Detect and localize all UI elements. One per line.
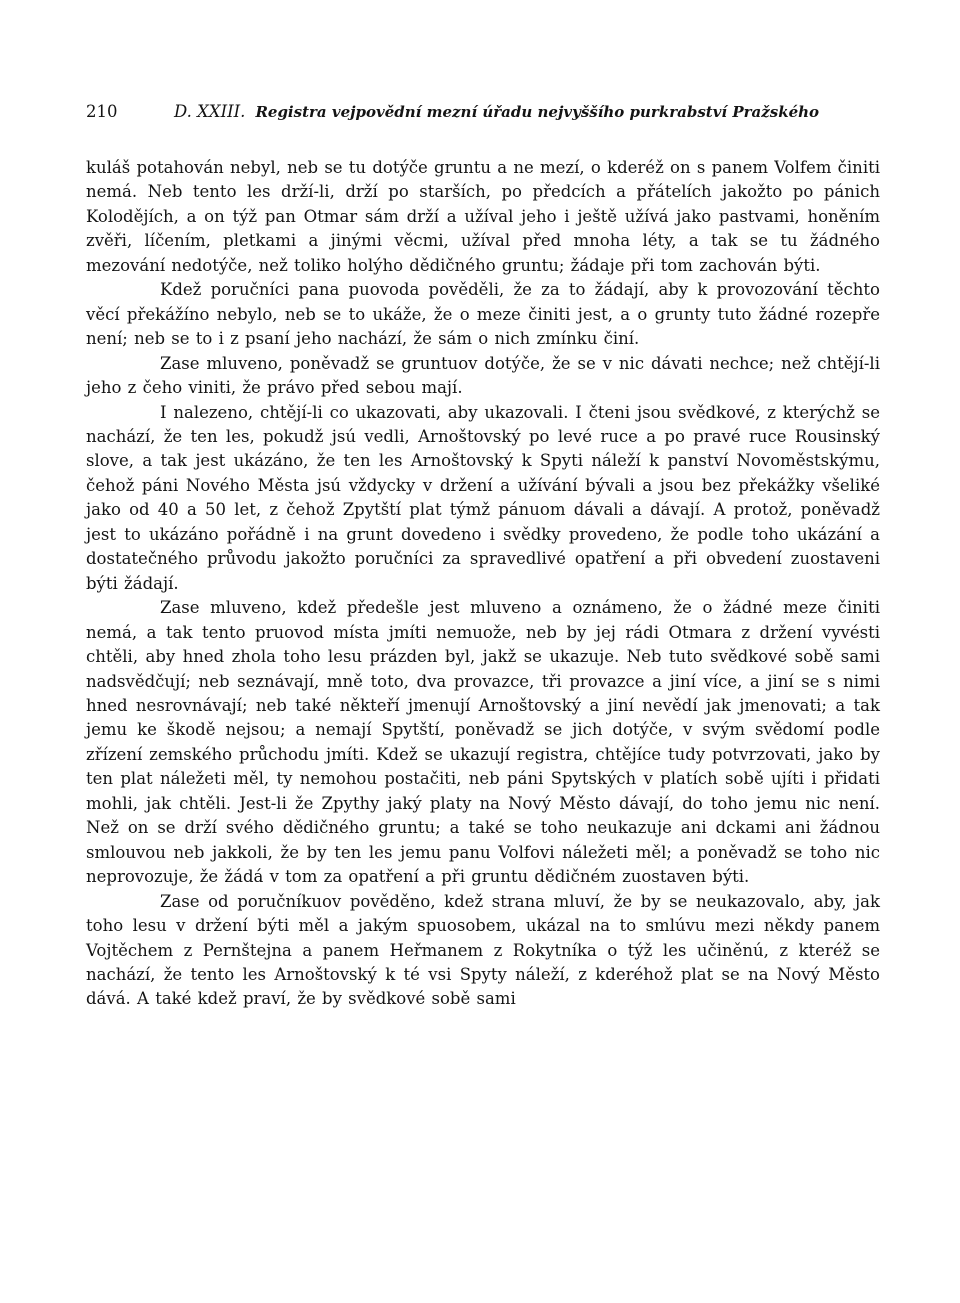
paragraph: Zase mluveno, poněvadž se gruntuov dotýče, že se v nic dávati nechce; než chtějí-li jeho z čeho viniti, že právo před sebou mají. xyxy=(86,353,880,398)
paragraph: Kdež poručníci pana puovoda pověděli, že za to žádají, aby k provozování těchto věcí překážíno nebylo, neb se to ukáže, že o meze činiti jest, a o grunty tuto žádné rozepře není; neb se to i z psaní jeho nachází, že sám o nich zmínku činí. xyxy=(86,280,880,349)
paragraph: Zase mluveno, kdež předešle jest mluveno a oznámeno, že o žádné meze činiti nemá, a tak tento pruovod místa jmíti nemuože, neb by jej rádi Otmara z držení vyvésti chtěli, aby hned zhola toho lesu prázden byl, jakž se ukazuje. Neb tuto svědkové sobě sami nadsvědčují; neb seznávají, mně toto, dva provazce, tři provazce a jiní více, a jiní se s nimi hned nesrovnávají; neb také někteří jmenují Arnoštovský a jiní nevědí jak jmenovati; a tak jemu ke škodě nejsou; a nemají Spytští, poněvadž se jich dotýče, v svým svědomí podle zřízení zemského průchodu jmíti. Kdež se ukazují registra, chtějíce tudy potvrzovati, jako by ten plat náležeti měl, ty nemohou postačiti, neb páni Spytských v platích sobě ujíti i přidati mohli, jak chtěli. Jest-li že Zpythy jaký platy na Nový Město dávají, do toho jemu nic není. Než on se drží svého dědičného gruntu; a také se toho neukazuje ani dckami ani žádnou smlouvou neb jakkoli, že by ten les jemu panu Volfovi náležeti měl; a poněvadž se toho nic neprovozuje, že žádá v tom za opatření a při gruntu dědičném zuostaven býti. xyxy=(86,598,880,887)
paragraph: I nalezeno, chtějí-li co ukazovati, aby ukazovali. I čteni jsou svědkové, z kterýchž se nachází, že ten les, pokudž jsú vedli, Arnoštovský po levé ruce a po pravé ruce Rousinský slove, a tak jest ukázáno, že ten les Arnoštovský k Spyti náleží k panství Novoměstskýmu, čehož páni Nového Města jsú vždycky v držení a užívání bývali a jsou bez překážky všeliké jako od 40 a 50 let, z čehož Zpytští plat týmž pánuom dávali a dávají. A protož, poněvadž jest to ukázáno pořádně i na grunt dovedeno i svědky provedeno, že podle toho ukázání a dostatečného průvodu jakožto poručníci za spravedlivé opatření a při obvedení zuostaveni býti žádají. xyxy=(86,402,880,593)
running-title: Registra vejpovědní mezní úřadu nejvyššího purkrabství Pražského xyxy=(255,103,820,121)
paragraph: Zase od poručníkuov pověděno, kdež strana mluví, že by se neukazovalo, aby, jak toho lesu v držení býti měl a jakým spuosobem, ukázal na to smlúvu mezi někdy panem Vojtěchem z Pernštejna a panem Heřmanem z Rokytníka o týž les učiněnú, z kteréž se nachází, že tento les Arnoštovský k té vsi Spyty náleží, z kderéhož plat se na Nový Město dává. A také kdež praví, že by svědkové sobě sami xyxy=(86,891,880,1009)
paragraph-continuation: kuláš potahován nebyl, neb se tu dotýče gruntu a ne mezí, o kderéž on s panem Volfem činiti nemá. Neb tento les drží-li, drží po starších, po předcích a přátelích jakožto po pánich Kolodějích, a on týž pan Otmar sám drží a užíval jeho i ještě užívá jako pastvami, honěním zvěři, líčením, pletkami a jinými věcmi, užíval před mnoha léty, a tak se tu žádného mezování nedotýče, než toliko holýho dědičného gruntu; žádaje při tom zachován býti. xyxy=(86,158,880,275)
body-text xyxy=(86,156,880,1012)
running-header xyxy=(86,100,880,124)
document-page xyxy=(86,100,880,1012)
chapter-number: D. XXIII. xyxy=(174,102,246,121)
page-number: 210 xyxy=(86,102,118,121)
